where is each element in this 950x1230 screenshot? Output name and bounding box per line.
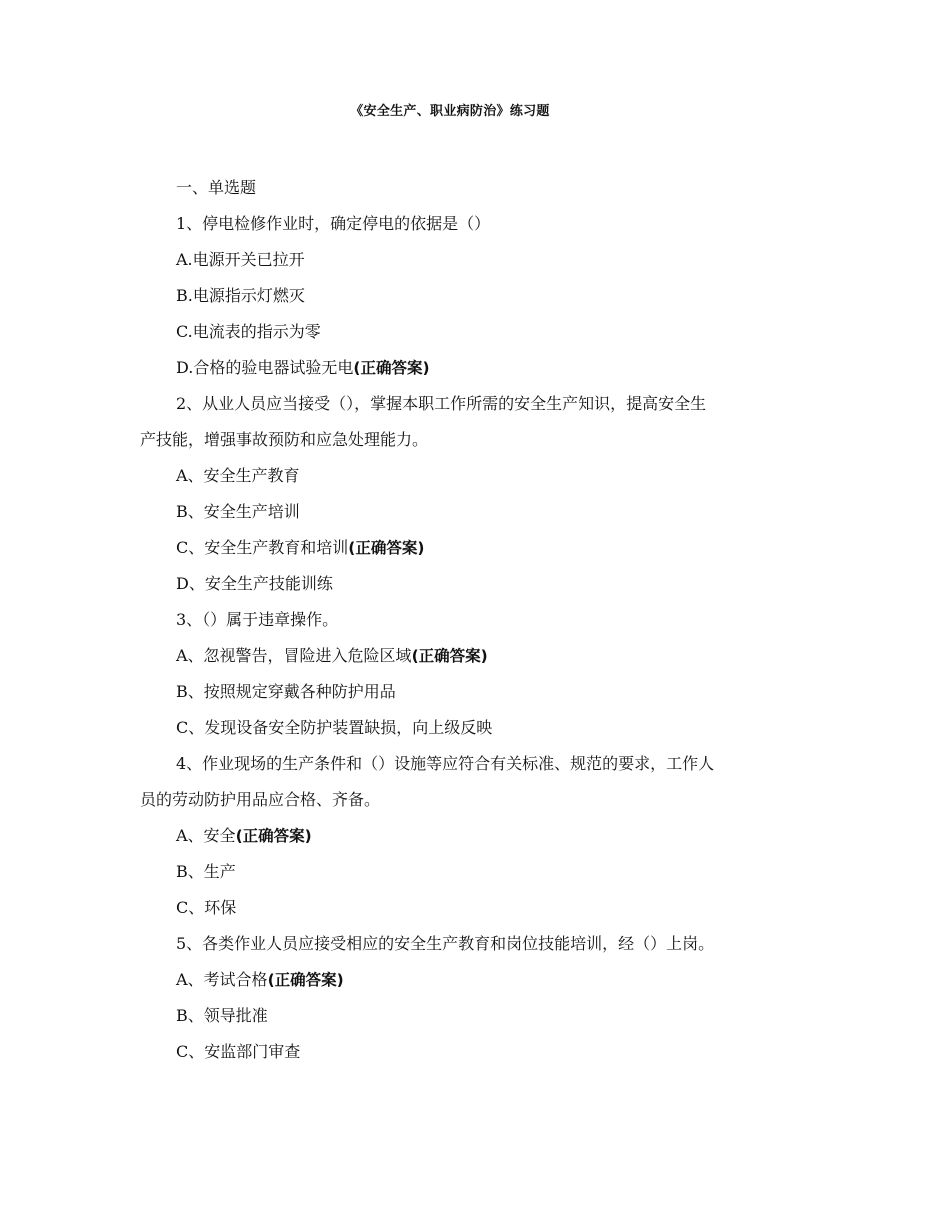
option-text: A、忽视警告，冒险进入危险区域 xyxy=(176,646,412,665)
question-2-stem: 产技能，增强事故预防和应急处理能力。 xyxy=(140,430,429,449)
page-title: 《安全生产、职业病防治》练习题 xyxy=(350,104,550,119)
question-1-option xyxy=(140,350,810,386)
correct-answer-mark: (正确答案) xyxy=(267,971,344,989)
question-2-stem: 2、从业人员应当接受（），掌握本职工作所需的安全生产知识，提高安全生 xyxy=(176,394,707,413)
option-text: C.电流表的指示为零 xyxy=(176,322,321,341)
question-5-stem: 5、各类作业人员应接受相应的安全生产教育和岗位技能培训，经（）上岗。 xyxy=(176,934,715,953)
section-heading: 一、单选题 xyxy=(176,178,257,197)
option-text: C、发现设备安全防护装置缺损，向上级反映 xyxy=(176,718,493,737)
option-text: D、安全生产技能训练 xyxy=(176,574,333,593)
option-text: B、领导批准 xyxy=(176,1006,268,1025)
option-text: B、按照规定穿戴各种防护用品 xyxy=(176,682,396,701)
question-2-option xyxy=(140,566,810,602)
question-5-option xyxy=(140,998,810,1034)
question-5-option xyxy=(140,962,810,998)
option-text: C、环保 xyxy=(176,898,237,917)
question-1-option xyxy=(140,278,810,314)
question-1-option xyxy=(140,314,810,350)
option-text: A.电源开关已拉开 xyxy=(176,250,305,269)
question-3-stem: 3、（）属于违章操作。 xyxy=(176,610,339,629)
correct-answer-mark: (正确答案) xyxy=(411,647,488,665)
option-text: C、安监部门审查 xyxy=(176,1042,301,1061)
question-1-stem: 1、停电检修作业时，确定停电的依据是（） xyxy=(176,214,491,233)
option-text: B.电源指示灯燃灭 xyxy=(176,286,305,305)
option-text: B、安全生产培训 xyxy=(176,502,300,521)
option-text: A、考试合格 xyxy=(176,970,268,989)
option-text: C、安全生产教育和培训 xyxy=(176,538,349,557)
correct-answer-mark: (正确答案) xyxy=(235,827,312,845)
document-body xyxy=(140,170,810,1070)
correct-answer-mark: (正确答案) xyxy=(348,539,425,557)
question-2-option xyxy=(140,458,810,494)
question-4-stem: 员的劳动防护用品应合格、齐备。 xyxy=(140,790,381,809)
question-4-stem: 4、作业现场的生产条件和（）设施等应符合有关标准、规范的要求，工作人 xyxy=(176,754,715,773)
question-4-option xyxy=(140,890,810,926)
question-5-option xyxy=(140,1034,810,1070)
question-2-option xyxy=(140,494,810,530)
option-text: B、生产 xyxy=(176,862,236,881)
question-1-option xyxy=(140,242,810,278)
option-text: D.合格的验电器试验无电 xyxy=(176,358,354,377)
option-text: A、安全 xyxy=(176,826,236,845)
question-4-option xyxy=(140,854,810,890)
question-3-option xyxy=(140,638,810,674)
question-3-option xyxy=(140,710,810,746)
question-2-option xyxy=(140,530,810,566)
correct-answer-mark: (正确答案) xyxy=(353,359,430,377)
option-text: A、安全生产教育 xyxy=(176,466,300,485)
question-3-option xyxy=(140,674,810,710)
question-4-option xyxy=(140,818,810,854)
